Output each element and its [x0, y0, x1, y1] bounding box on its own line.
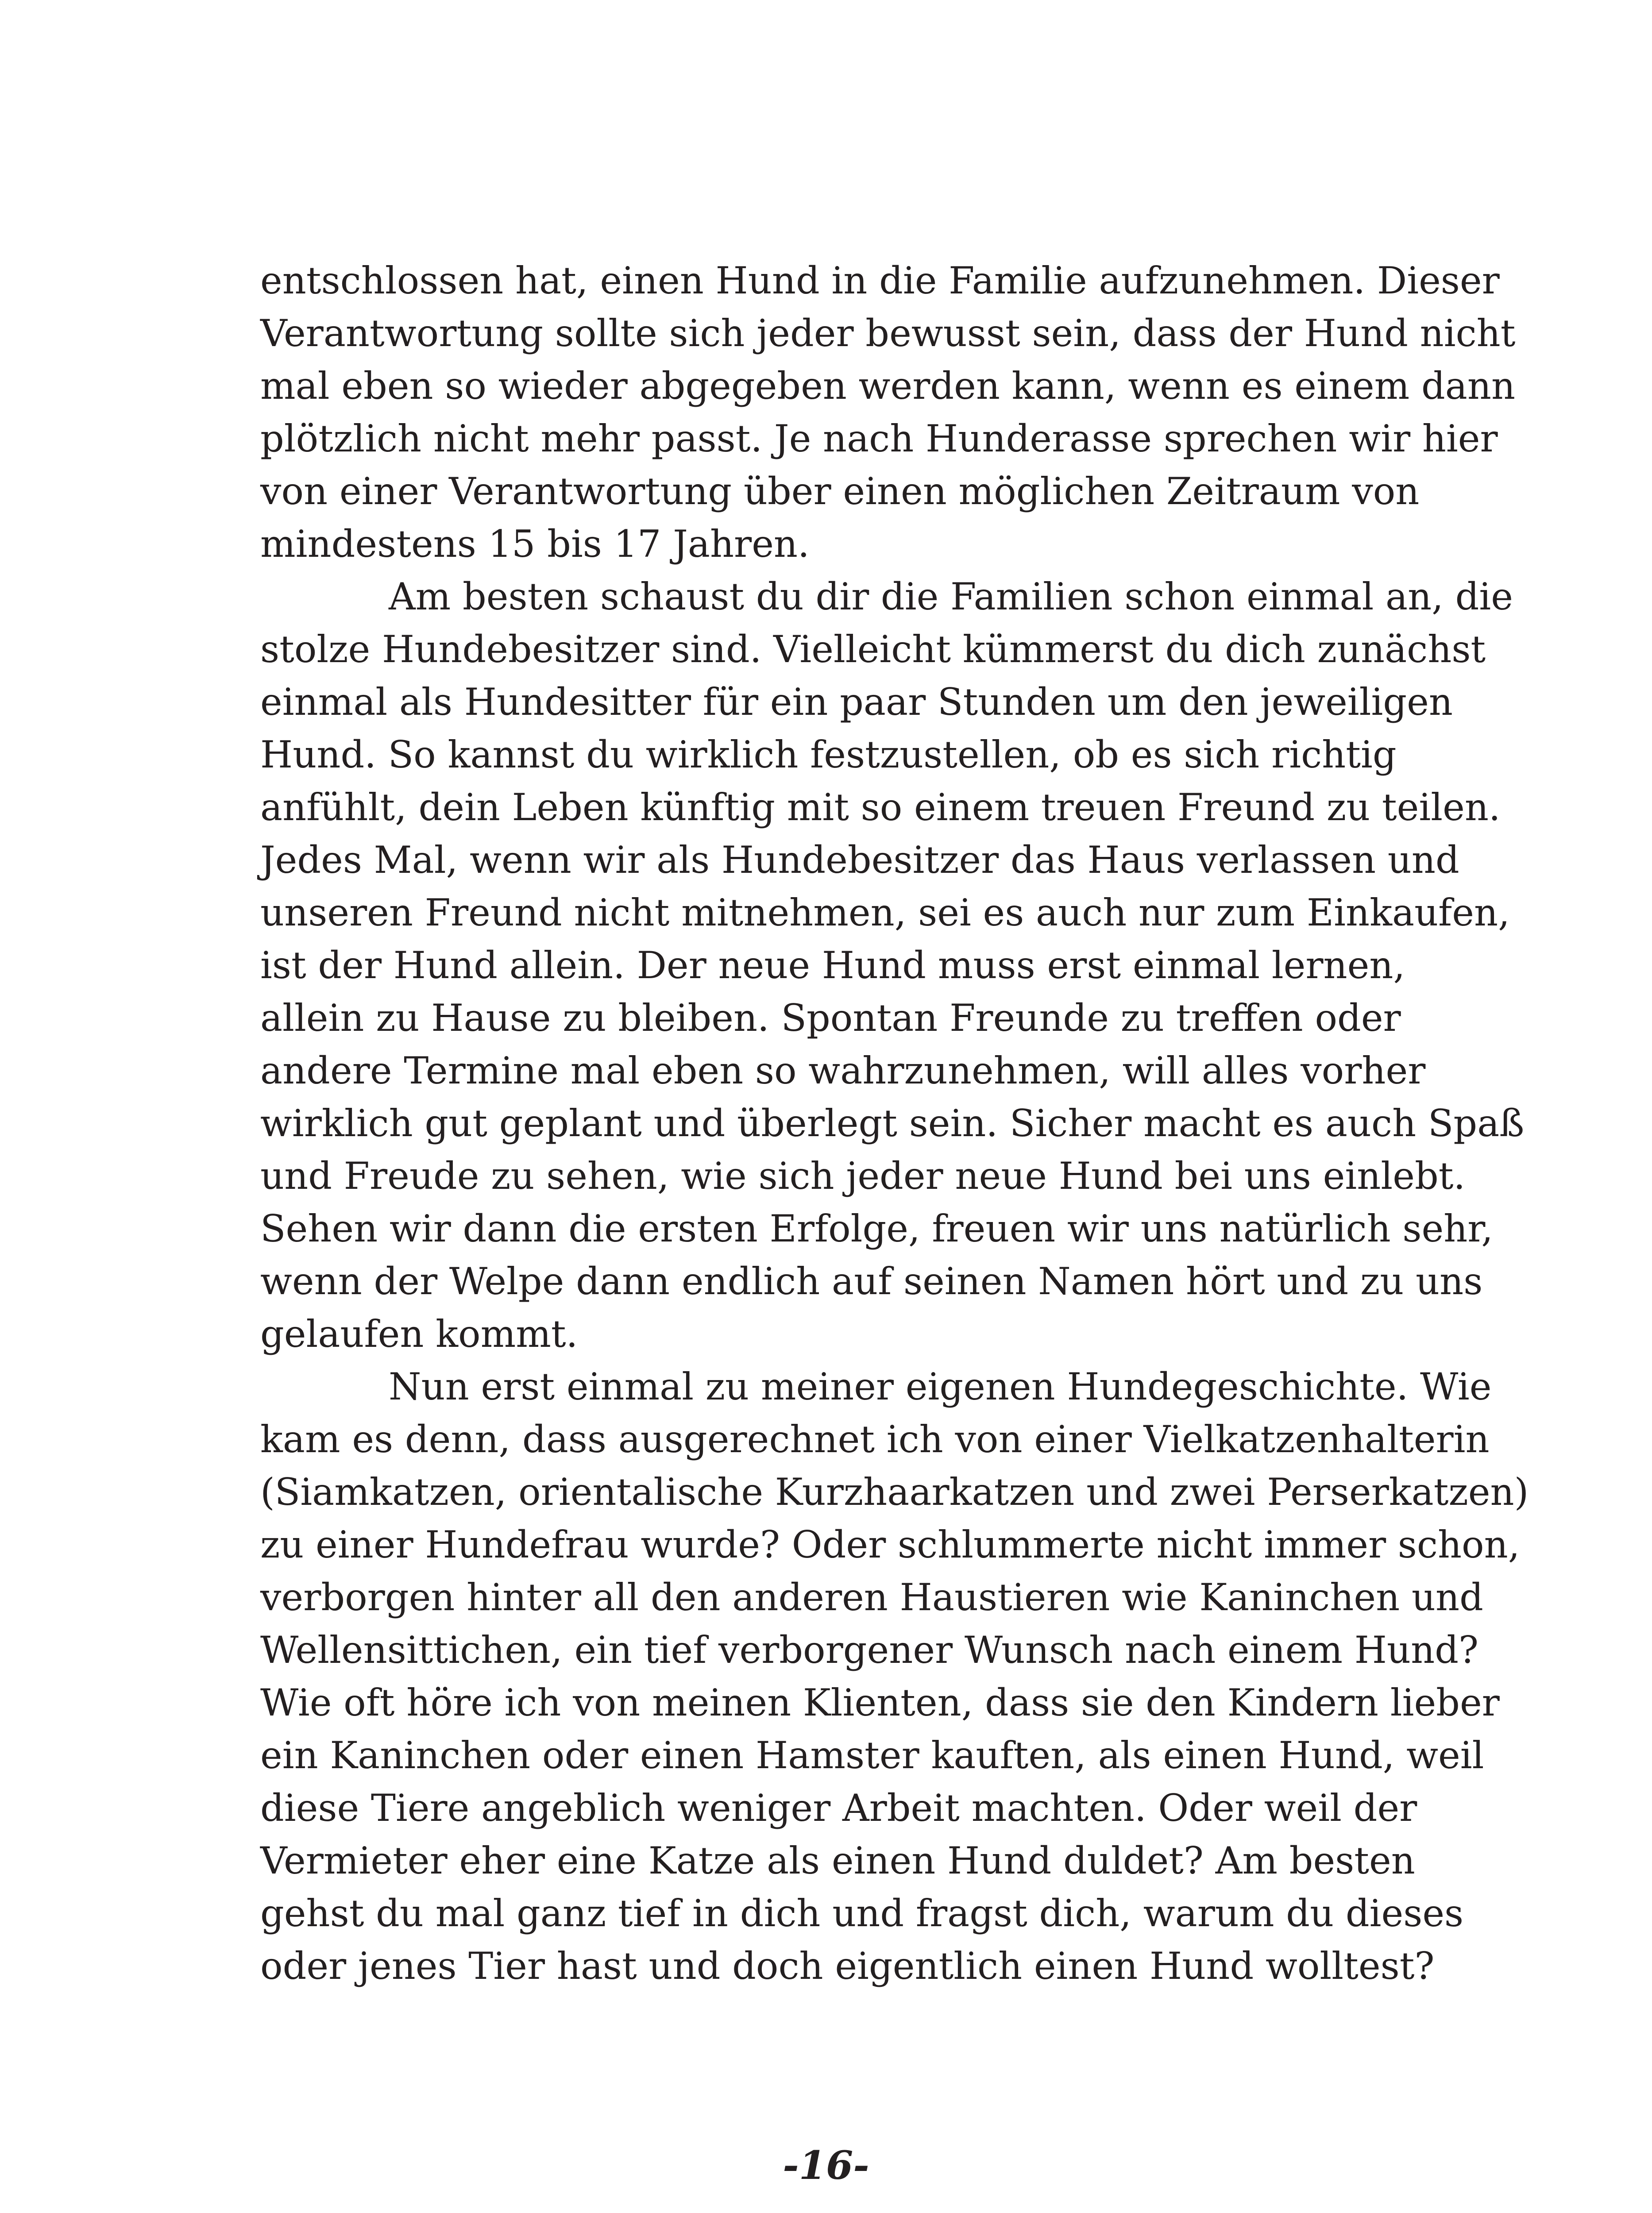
text-line: gelaufen kommt.: [260, 1312, 578, 1356]
text-line: Wellensittichen, ein tief verborgener Wunsch nach einem Hund?: [260, 1628, 1479, 1672]
text-line: ein Kaninchen oder einen Hamster kauften, als einen Hund, weil: [260, 1734, 1484, 1777]
text-line: und Freude zu sehen, wie sich jeder neue Hund bei uns einlebt.: [260, 1154, 1466, 1198]
paragraph-first-line: Am besten schaust du dir die Familien schon einmal an, die: [389, 575, 1513, 618]
text-line: von einer Verantwortung über einen möglichen Zeitraum von: [260, 470, 1420, 513]
paragraph-first-line: Nun erst einmal zu meiner eigenen Hundegeschichte. Wie: [389, 1365, 1492, 1408]
text-line: allein zu Hause zu bleiben. Spontan Freunde zu treffen oder: [260, 996, 1401, 1040]
page-number: -16-: [783, 2142, 869, 2188]
text-line: unseren Freund nicht mitnehmen, sei es auch nur zum Einkaufen,: [260, 891, 1510, 934]
text-line: Vermieter eher eine Katze als einen Hund duldet? Am besten: [260, 1839, 1415, 1882]
text-line: mindestens 15 bis 17 Jahren.: [260, 522, 810, 566]
body-text: [260, 254, 1529, 1993]
text-line: mal eben so wieder abgegeben werden kann, wenn es einem dann: [260, 364, 1516, 408]
text-line: anfühlt, dein Leben künftig mit so einem treuen Freund zu teilen.: [260, 786, 1501, 829]
text-line: Jedes Mal, wenn wir als Hundebesitzer das Haus verlassen und: [260, 838, 1459, 882]
text-line: wenn der Welpe dann endlich auf seinen Namen hört und zu uns: [260, 1260, 1483, 1303]
text-line: ist der Hund allein. Der neue Hund muss erst einmal lernen,: [260, 944, 1405, 987]
text-line: stolze Hundebesitzer sind. Vielleicht kümmerst du dich zunächst: [260, 628, 1486, 671]
text-line: kam es denn, dass ausgerechnet ich von einer Vielkatzenhalterin: [260, 1418, 1490, 1461]
text-line: (Siamkatzen, orientalische Kurzhaarkatzen und zwei Perserkatzen): [260, 1470, 1529, 1514]
text-line: verborgen hinter all den anderen Haustieren wie Kaninchen und: [260, 1576, 1483, 1619]
text-line: entschlossen hat, einen Hund in die Familie aufzunehmen. Dieser: [260, 259, 1500, 302]
text-line: Wie oft höre ich von meinen Klienten, dass sie den Kindern lieber: [260, 1681, 1500, 1724]
text-line: andere Termine mal eben so wahrzunehmen, will alles vorher: [260, 1049, 1426, 1092]
text-line: einmal als Hundesitter für ein paar Stunden um den jeweiligen: [260, 680, 1453, 724]
text-line: plötzlich nicht mehr passt. Je nach Hunderasse sprechen wir hier: [260, 417, 1498, 460]
text-line: wirklich gut geplant und überlegt sein. Sicher macht es auch Spaß: [260, 1102, 1525, 1145]
text-line: Sehen wir dann die ersten Erfolge, freuen wir uns natürlich sehr,: [260, 1207, 1493, 1250]
text-line: Hund. So kannst du wirklich festzustellen, ob es sich richtig: [260, 733, 1397, 776]
text-line: gehst du mal ganz tief in dich und fragst dich, warum du dieses: [260, 1892, 1464, 1935]
text-line: Verantwortung sollte sich jeder bewusst sein, dass der Hund nicht: [260, 312, 1516, 355]
text-line: diese Tiere angeblich weniger Arbeit machten. Oder weil der: [260, 1786, 1417, 1830]
text-line: oder jenes Tier hast und doch eigentlich einen Hund wolltest?: [260, 1944, 1435, 1988]
text-line: zu einer Hundefrau wurde? Oder schlummerte nicht immer schon,: [260, 1523, 1520, 1566]
